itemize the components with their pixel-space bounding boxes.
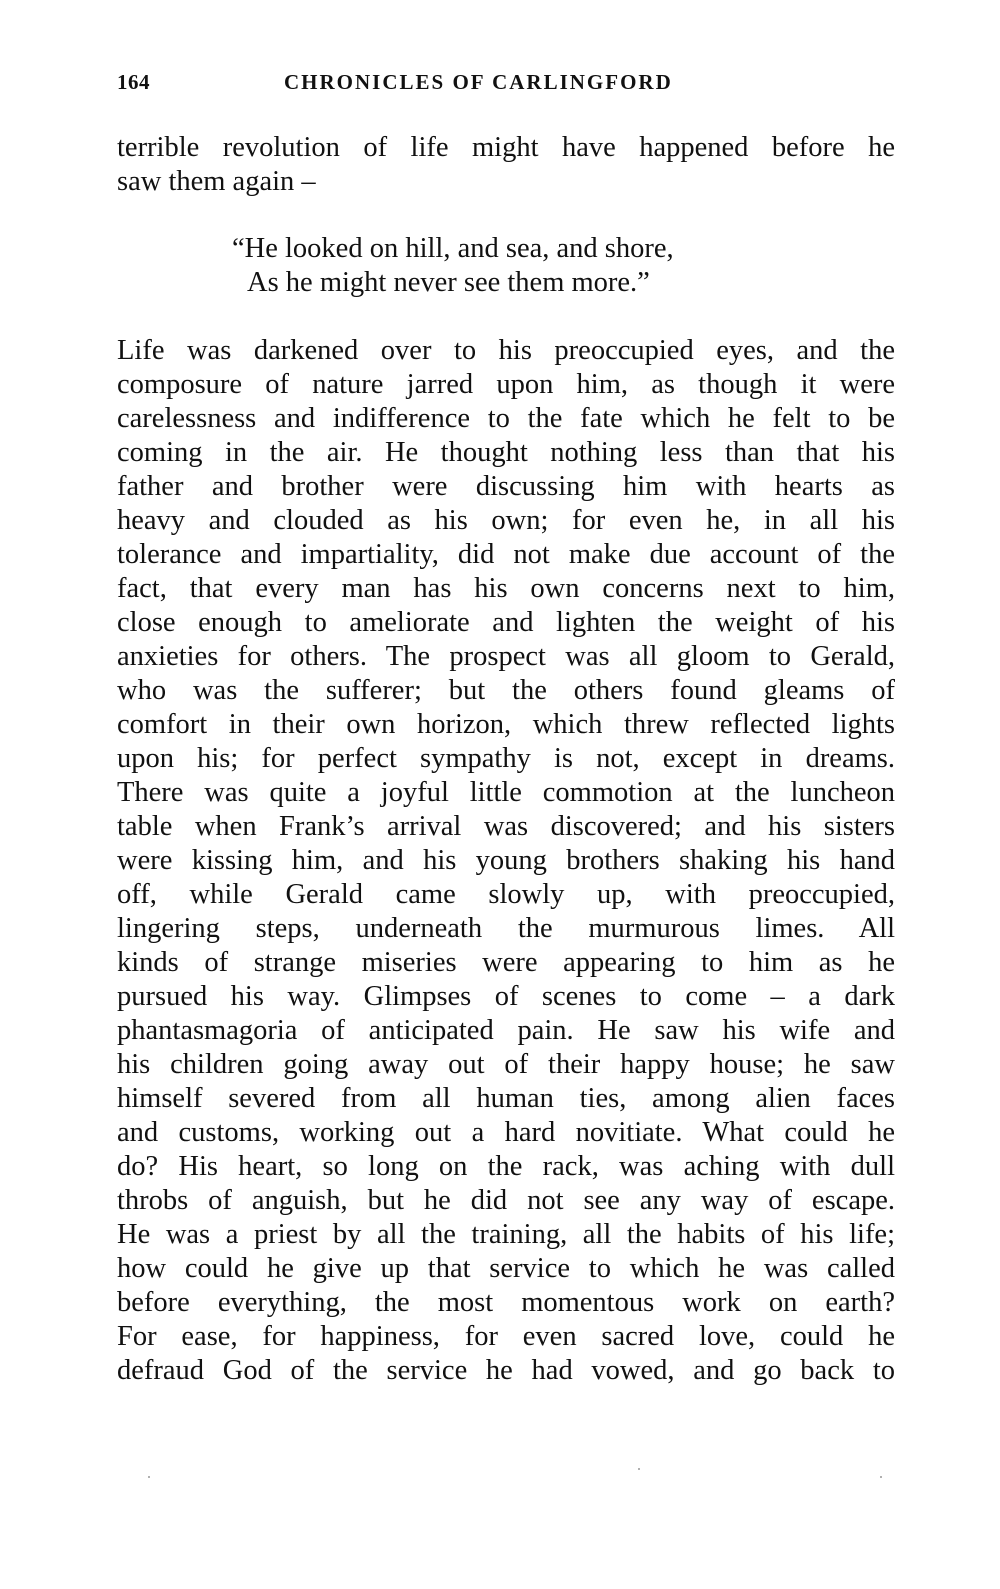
verse-line: “He looked on hill, and sea, and shore, — [232, 233, 674, 264]
text-line: and customs, working out a hard novitiate. What could he — [117, 1117, 895, 1148]
text-line: For ease, for happiness, for even sacred love, could he — [117, 1321, 895, 1352]
text-line: carelessness and indifference to the fate which he felt to be — [117, 403, 895, 434]
text-line: throbs of anguish, but he did not see any way of escape. — [117, 1185, 895, 1216]
text-line: lingering steps, underneath the murmurous limes. All — [117, 913, 895, 944]
text-line: defraud God of the service he had vowed, and go back to — [117, 1355, 895, 1386]
text-line: his children going away out of their happy house; he saw — [117, 1049, 895, 1080]
scan-speck — [148, 1476, 150, 1478]
text-line: comfort in their own horizon, which threw reflected lights — [117, 709, 895, 740]
page-number: 164 — [117, 70, 150, 94]
text-line: how could he give up that service to which he was called — [117, 1253, 895, 1284]
text-line: before everything, the most momentous work on earth? — [117, 1287, 895, 1318]
text-line: were kissing him, and his young brothers shaking his hand — [117, 845, 895, 876]
text-line: table when Frank’s arrival was discovered; and his sisters — [117, 811, 895, 842]
scan-speck — [880, 1476, 882, 1478]
text-line: father and brother were discussing him with hearts as — [117, 471, 895, 502]
text-line: composure of nature jarred upon him, as though it were — [117, 369, 895, 400]
text-line: saw them again – — [117, 166, 316, 197]
text-line: terrible revolution of life might have happened before he — [117, 132, 895, 163]
text-line: He was a priest by all the training, all the habits of his life; — [117, 1219, 895, 1250]
text-line: fact, that every man has his own concerns next to him, — [117, 573, 895, 604]
text-line: close enough to ameliorate and lighten the weight of his — [117, 607, 895, 638]
text-line: himself severed from all human ties, among alien faces — [117, 1083, 895, 1114]
text-line: tolerance and impartiality, did not make due account of the — [117, 539, 895, 570]
text-line: do? His heart, so long on the rack, was aching with dull — [117, 1151, 895, 1182]
text-line: heavy and clouded as his own; for even he, in all his — [117, 505, 895, 536]
text-line: upon his; for perfect sympathy is not, except in dreams. — [117, 743, 895, 774]
text-line: pursued his way. Glimpses of scenes to come – a dark — [117, 981, 895, 1012]
text-line: Life was darkened over to his preoccupied eyes, and the — [117, 335, 895, 366]
text-line: coming in the air. He thought nothing less than that his — [117, 437, 895, 468]
verse-line: As he might never see them more.” — [247, 267, 650, 298]
running-head — [117, 70, 897, 102]
book-title: CHRONICLES OF CARLINGFORD — [284, 70, 673, 94]
text-line: phantasmagoria of anticipated pain. He saw his wife and — [117, 1015, 895, 1046]
scan-speck — [638, 1468, 640, 1470]
text-line: who was the sufferer; but the others found gleams of — [117, 675, 895, 706]
text-line: There was quite a joyful little commotion at the luncheon — [117, 777, 895, 808]
text-line: kinds of strange miseries were appearing to him as he — [117, 947, 895, 978]
text-line: off, while Gerald came slowly up, with preoccupied, — [117, 879, 895, 910]
text-line: anxieties for others. The prospect was all gloom to Gerald, — [117, 641, 895, 672]
